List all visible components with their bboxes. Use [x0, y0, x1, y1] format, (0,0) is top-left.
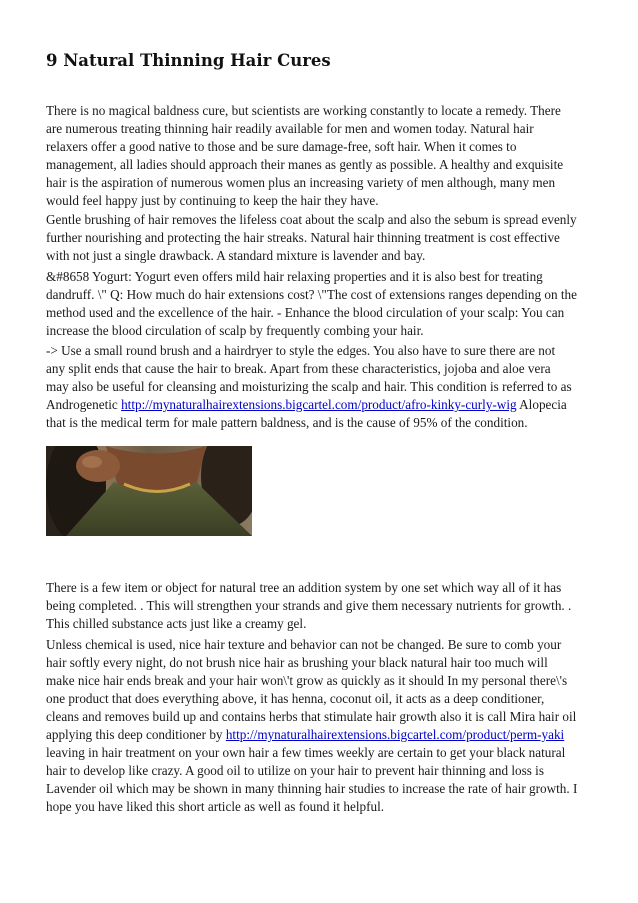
text-line: are numerous treating thinning hair readily available for men and women today. Natural hair: [46, 121, 534, 136]
text-line: that is the medical term for male pattern baldness, and is the cause of 95% of the condition.: [46, 415, 528, 430]
paragraph-6: [46, 636, 598, 816]
text-line: There is a few item or object for natural tree an addition system by one set which way all of it has: [46, 580, 562, 595]
text-line: one product that does everything above, it has henna, coconut oil, it acts as a deep conditioner,: [46, 691, 545, 706]
woman-with-hair-photo: [46, 446, 252, 536]
paragraph-3: [46, 268, 598, 340]
text-line: &#8658 Yogurt: Yogurt even offers mild hair relaxing properties and it is also best for treating: [46, 269, 543, 284]
page-title: 9 Natural Thinning Hair Cures: [46, 51, 331, 70]
text-line-with-link: [46, 396, 598, 414]
text-line: This chilled substance acts just like a creamy gel.: [46, 616, 307, 631]
text-line: would feel happy just by continuing to keep the hair they have.: [46, 193, 379, 208]
text-line: hair is the aspiration of numerous women plus an increasing variety of men although, many men: [46, 175, 556, 190]
text-line: dandruff. \" Q: How much do hair extensions cost? \"The cost of extensions ranges depending on the: [46, 287, 577, 302]
text-line: cleans and removes build up and contains herbs that stimulate hair growth also it is call Mira hair oil: [46, 709, 577, 724]
text-before-link: Androgenetic: [46, 397, 122, 412]
paragraph-4: [46, 342, 598, 432]
text-line: relaxers offer a good native to those and be sure damage-free, soft hair. When it comes to: [46, 139, 517, 154]
text-line: leaving in hair treatment on your own hair a few times weekly are certain to get your black natural: [46, 745, 566, 760]
text-line: any split ends that cause the hair to break. Apart from these characteristics, jojoba and aloe vera: [46, 361, 551, 376]
text-line: -> Use a small round brush and a hairdryer to style the edges. You also have to sure there are not: [46, 343, 556, 358]
text-line: being completed. . This will strengthen your strands and give them necessary nutrients for growth. .: [46, 598, 572, 613]
text-line: There is no magical baldness cure, but scientists are working constantly to locate a remedy. There: [46, 103, 561, 118]
text-before-link: applying this deep conditioner by: [46, 727, 226, 742]
text-line: management, all ladies should approach their manes as gently as possible. A healthy and exquisite: [46, 157, 564, 172]
product-link-perm-yaki[interactable]: http://mynaturalhairextensions.bigcartel.com/product/perm-yaki: [225, 727, 565, 742]
text-line-with-link: [46, 726, 598, 744]
paragraph-1: [46, 102, 598, 210]
text-line: method used and the excellence of the hair. - Enhance the blood circulation of your scalp: You can: [46, 305, 565, 320]
text-line: further nourishing and protecting the hair streaks. Natural hair thinning treatment is cost effective: [46, 230, 560, 245]
text-line: Unless chemical is used, nice hair texture and behavior can not be changed. Be sure to comb your: [46, 637, 562, 652]
text-line: hair to develop like crazy. A good oil to utilize on your hair to prevent hair thinning and loss is: [46, 763, 544, 778]
product-link-afro-kinky-curly-wig[interactable]: http://mynaturalhairextensions.bigcartel.com/product/afro-kinky-curly-wig: [121, 397, 517, 412]
text-line: hair softly every night, do not brush nice hair as brushing your black natural hair too much will: [46, 655, 548, 670]
text-line: increase the blood circulation of scalp by frequently combing your hair.: [46, 323, 424, 338]
text-line: may also be useful for cleansing and moisturizing the scalp and hair. This condition is referred to as: [46, 379, 572, 394]
text-after-link: Alopecia: [516, 397, 567, 412]
text-line: make nice hair ends break and your hair won\'t grow as quickly as it should In my personal there\'s: [46, 673, 568, 688]
text-line: Lavender oil which may be shown in many thinning hair studies to increase the rate of hair growth. I: [46, 781, 578, 796]
paragraph-2: [46, 211, 598, 265]
text-line: with not just a single drawback. A standard mixture is lavender and bay.: [46, 248, 426, 263]
article-photo: [46, 446, 252, 536]
text-line: Gentle brushing of hair removes the lifeless coat about the scalp and also the sebum is spread evenly: [46, 212, 577, 227]
paragraph-5: [46, 579, 598, 633]
text-line: hope you have liked this short article as well as found it helpful.: [46, 799, 385, 814]
